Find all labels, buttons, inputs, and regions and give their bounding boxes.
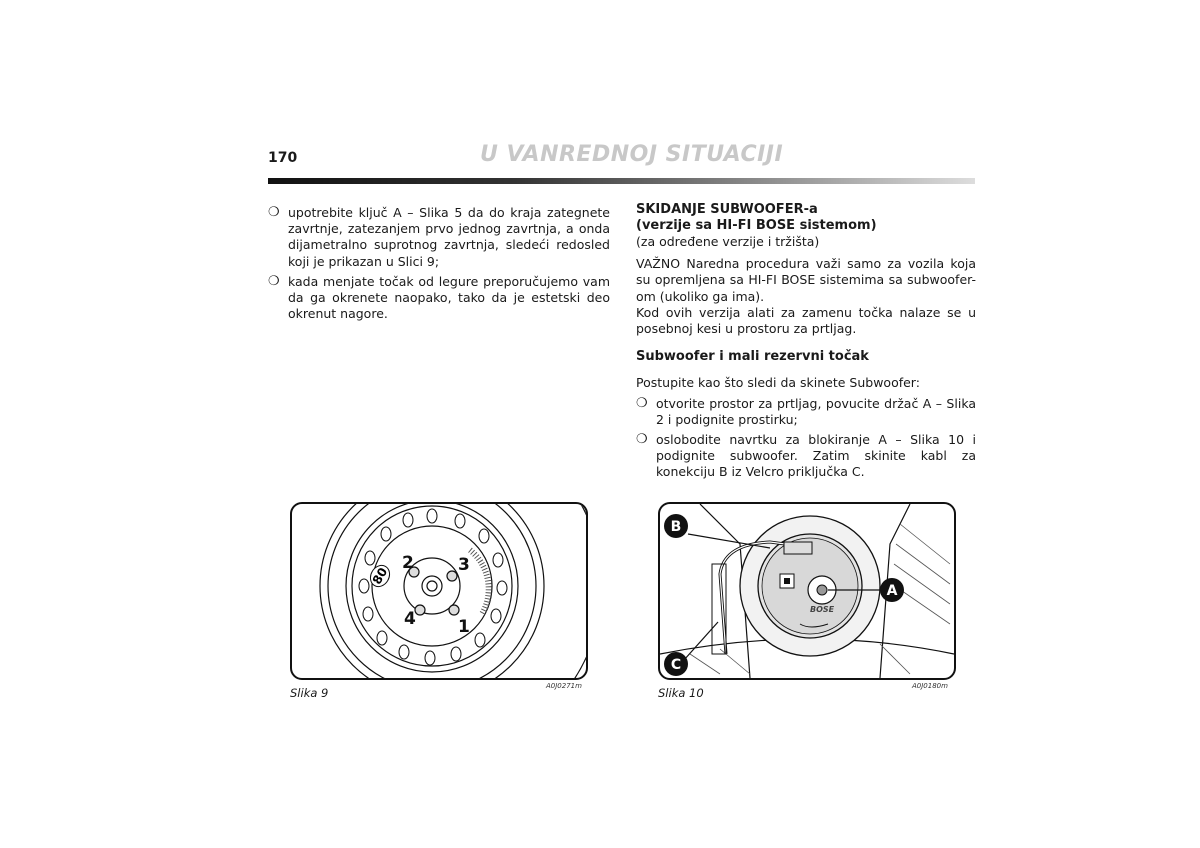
rim-label: 80 [369,565,391,587]
bolt-label-1: 1 [458,617,470,637]
bullet-icon: ❍ [636,395,648,411]
brand-label: BOSE [810,605,835,614]
wheel-illustration [292,504,586,678]
figure-subwoofer [658,502,956,680]
figure-10-caption: Slika 10 [658,686,704,700]
list-item-text: oslobodite navrtku za blokiranje A – Slika 10 i podignite subwoofer. Zatim skinite kabl za konekciju B iz Velcro priključka C. [656,432,976,480]
section-note: (za određene verzije i tržišta) [636,234,820,249]
callout-b: B [670,519,682,535]
important-note: VAŽNO Naredna procedura važi samo za vozila koja su opremljena sa HI-FI BOSE sistemima sa subwoofer-om (ukoliko ga ima). [636,256,976,304]
bullet-icon: ❍ [636,432,648,448]
section-heading-sub: (verzije sa HI-FI BOSE sistemom) [636,218,877,233]
bolt-label-4: 4 [404,609,416,629]
page-title: U VANREDNOJ SITUACIJI [480,142,784,167]
tools-note: Kod ovih verzija alati za zamenu točka nalaze se u posebnoj kesi u prostoru za prtljag. [636,304,976,337]
list-item [636,432,976,481]
bullet-icon: ❍ [268,273,280,289]
page-number: 170 [268,150,298,166]
list-item [268,274,610,323]
figure-10-code: A0J0180m [912,682,948,690]
bolt-label-2: 2 [402,553,414,573]
list-item [268,205,610,270]
left-column [268,205,610,326]
callout-a: A [886,583,898,599]
list-item-text: kada menjate točak od legure preporučujemo vam da ga okrenete naopako, tako da je estetski deo okrenut nagore. [288,273,610,322]
bullet-icon: ❍ [268,205,280,220]
header-rule [268,178,975,184]
bolt-label-3: 3 [458,555,470,575]
figure-9-caption: Slika 9 [290,686,329,700]
right-column [636,202,976,485]
figure-wheel-bolt-order [290,502,588,680]
list-item [636,396,976,428]
figure-9-code: A0J0271m [546,682,582,690]
list-item-text: upotrebite ključ A – Slika 5 da do kraja zategnete zavrtnje, zatezanjem prvo jednog zavrtnja, a onda dijametralno suprotnog zavrtnja, sledeći redosled koji je prikazan u Slici 9; [288,205,610,269]
list-item-text: otvorite prostor za prtljag, povucite držač A – Slika 2 i podignite prostirku; [656,395,976,427]
section-heading: SKIDANJE SUBWOOFER-a [636,202,818,217]
subwoofer-illustration [660,504,954,678]
procedure-intro: Postupite kao što sledi da skinete Subwoofer: [636,375,920,391]
callout-c: C [670,657,682,673]
subsection-heading: Subwoofer i mali rezervni točak [636,349,869,365]
